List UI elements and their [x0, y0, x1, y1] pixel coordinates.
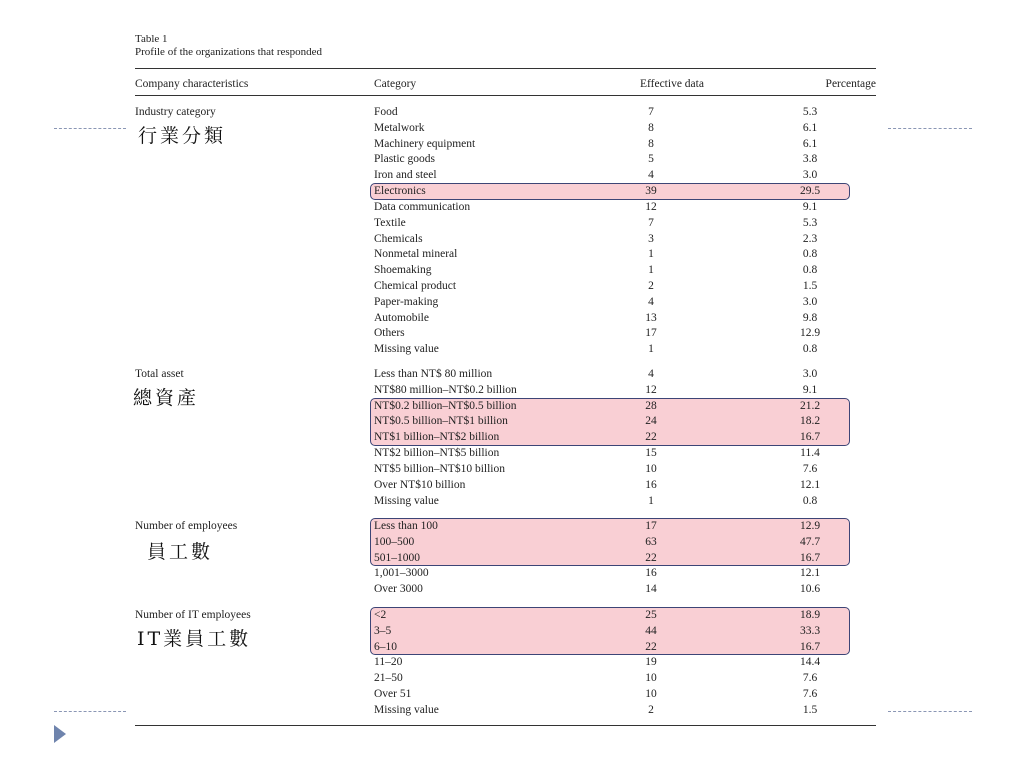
percentage-cell: 16.7: [799, 640, 821, 653]
category-cell: Automobile: [374, 311, 429, 324]
category-cell: Machinery equipment: [374, 137, 476, 150]
group-label: Total asset: [135, 368, 184, 380]
chinese-annotation: 行業分類: [138, 125, 227, 147]
effective-data-cell: 12: [645, 200, 657, 213]
header-rule: [135, 95, 876, 96]
effective-data-cell: 1: [648, 264, 654, 277]
percentage-cell: 21.2: [799, 399, 821, 412]
category-cell: Food: [374, 106, 398, 118]
divider-line: [888, 711, 972, 712]
percentage-cell: 12.9: [799, 327, 821, 340]
divider-line: [54, 128, 126, 129]
effective-data-cell: 2: [648, 280, 654, 293]
effective-data-cell: 4: [648, 368, 654, 380]
category-cell: Over 51: [374, 688, 412, 701]
category-cell: Missing value: [374, 343, 439, 356]
category-cell: 501–1000: [374, 551, 420, 564]
table-label: Table 1: [135, 33, 168, 45]
bottom-rule: [135, 725, 876, 726]
category-cell: <2: [374, 609, 387, 621]
category-cell: Nonmetal mineral: [374, 248, 458, 261]
percentage-cell: 3.0: [802, 295, 818, 308]
percentage-cell: 33.3: [799, 624, 821, 637]
effective-data-cell: 2: [648, 703, 654, 716]
percentage-cell: 0.8: [802, 248, 818, 261]
effective-data-cell: 14: [645, 583, 657, 596]
category-cell: Iron and steel: [374, 169, 437, 182]
category-cell: Textile: [374, 216, 406, 229]
category-cell: NT$1 billion–NT$2 billion: [374, 431, 500, 444]
header-percentage: Percentage: [825, 78, 876, 90]
effective-data-cell: 24: [645, 415, 657, 428]
effective-data-cell: 4: [648, 295, 654, 308]
effective-data-cell: 10: [645, 688, 657, 701]
category-cell: 3–5: [374, 624, 392, 637]
category-cell: Less than 100: [374, 520, 438, 532]
category-cell: Shoemaking: [374, 264, 432, 277]
top-rule: [135, 68, 876, 69]
effective-data-cell: 17: [645, 520, 657, 532]
percentage-cell: 7.6: [802, 462, 818, 475]
percentage-cell: 16.7: [799, 431, 821, 444]
percentage-cell: 11.4: [800, 447, 820, 460]
percentage-cell: 6.1: [802, 137, 818, 150]
category-cell: Electronics: [374, 185, 426, 198]
nav-arrow-icon[interactable]: [54, 725, 66, 743]
effective-data-cell: 4: [648, 169, 654, 182]
effective-data-cell: 19: [645, 656, 657, 669]
category-cell: Chemicals: [374, 232, 423, 245]
percentage-cell: 1.5: [802, 703, 818, 716]
percentage-cell: 3.0: [802, 368, 818, 380]
chinese-annotation: 總資產: [133, 387, 200, 409]
percentage-cell: 5.3: [802, 106, 818, 118]
category-cell: Paper-making: [374, 295, 439, 308]
category-cell: 1,001–3000: [374, 567, 429, 580]
percentage-cell: 7.6: [802, 672, 818, 685]
effective-data-cell: 3: [648, 232, 654, 245]
effective-data-cell: 22: [645, 431, 657, 444]
effective-data-cell: 25: [645, 609, 657, 621]
category-cell: Less than NT$ 80 million: [374, 368, 493, 380]
divider-line: [888, 128, 972, 129]
effective-data-cell: 16: [645, 478, 657, 491]
category-cell: 100–500: [374, 535, 415, 548]
percentage-cell: 0.8: [802, 494, 818, 507]
category-cell: 11–20: [374, 656, 403, 669]
percentage-cell: 12.9: [799, 520, 821, 532]
effective-data-cell: 8: [648, 121, 654, 134]
effective-data-cell: 8: [648, 137, 654, 150]
header-effective: Effective data: [640, 78, 704, 90]
category-cell: 6–10: [374, 640, 397, 653]
percentage-cell: 12.1: [799, 478, 821, 491]
percentage-cell: 3.0: [802, 169, 818, 182]
category-cell: Chemical product: [374, 280, 457, 293]
percentage-cell: 18.9: [799, 609, 821, 621]
percentage-cell: 9.1: [802, 383, 818, 396]
percentage-cell: 18.2: [799, 415, 821, 428]
category-cell: Metalwork: [374, 121, 425, 134]
percentage-cell: 14.4: [799, 656, 821, 669]
divider-line: [54, 711, 126, 712]
chinese-annotation: 員工數: [147, 541, 214, 563]
effective-data-cell: 13: [645, 311, 657, 324]
category-cell: NT$0.2 billion–NT$0.5 billion: [374, 399, 517, 412]
percentage-cell: 2.3: [802, 232, 818, 245]
percentage-cell: 16.7: [799, 551, 821, 564]
header-category: Category: [374, 78, 417, 90]
effective-data-cell: 1: [648, 494, 654, 507]
effective-data-cell: 44: [645, 624, 657, 637]
category-cell: Missing value: [374, 494, 439, 507]
percentage-cell: 7.6: [802, 688, 818, 701]
effective-data-cell: 7: [648, 216, 654, 229]
percentage-cell: 5.3: [802, 216, 818, 229]
group-label: Number of IT employees: [135, 609, 251, 621]
group-label: Number of employees: [135, 520, 238, 532]
effective-data-cell: 16: [645, 567, 657, 580]
category-cell: Data communication: [374, 200, 471, 213]
effective-data-cell: 22: [645, 640, 657, 653]
effective-data-cell: 7: [648, 106, 654, 118]
category-cell: Missing value: [374, 703, 439, 716]
percentage-cell: 6.1: [802, 121, 818, 134]
category-cell: Over NT$10 billion: [374, 478, 466, 491]
category-cell: 21–50: [374, 672, 403, 685]
effective-data-cell: 5: [648, 153, 654, 166]
effective-data-cell: 10: [645, 672, 657, 685]
effective-data-cell: 39: [645, 185, 657, 198]
effective-data-cell: 10: [645, 462, 657, 475]
effective-data-cell: 15: [645, 447, 657, 460]
effective-data-cell: 28: [645, 399, 657, 412]
header-characteristics: Company characteristics: [135, 78, 249, 90]
category-cell: NT$80 million–NT$0.2 billion: [374, 383, 517, 396]
percentage-cell: 9.1: [802, 200, 818, 213]
effective-data-cell: 22: [645, 551, 657, 564]
percentage-cell: 29.5: [799, 185, 821, 198]
chinese-annotation: IT業員工數: [137, 628, 252, 650]
effective-data-cell: 63: [645, 535, 657, 548]
category-cell: NT$2 billion–NT$5 billion: [374, 447, 500, 460]
effective-data-cell: 12: [645, 383, 657, 396]
category-cell: NT$0.5 billion–NT$1 billion: [374, 415, 508, 428]
effective-data-cell: 17: [645, 327, 657, 340]
percentage-cell: 0.8: [802, 264, 818, 277]
table-title: Profile of the organizations that responded: [135, 46, 323, 58]
percentage-cell: 1.5: [802, 280, 818, 293]
percentage-cell: 0.8: [802, 343, 818, 356]
effective-data-cell: 1: [648, 248, 654, 261]
percentage-cell: 47.7: [799, 535, 821, 548]
category-cell: Over 3000: [374, 583, 423, 596]
effective-data-cell: 1: [648, 343, 654, 356]
category-cell: Plastic goods: [374, 153, 436, 166]
category-cell: NT$5 billion–NT$10 billion: [374, 462, 505, 475]
percentage-cell: 12.1: [799, 567, 821, 580]
percentage-cell: 10.6: [799, 583, 821, 596]
group-label: Industry category: [135, 106, 216, 118]
percentage-cell: 3.8: [802, 153, 818, 166]
category-cell: Others: [374, 327, 405, 340]
percentage-cell: 9.8: [802, 311, 818, 324]
